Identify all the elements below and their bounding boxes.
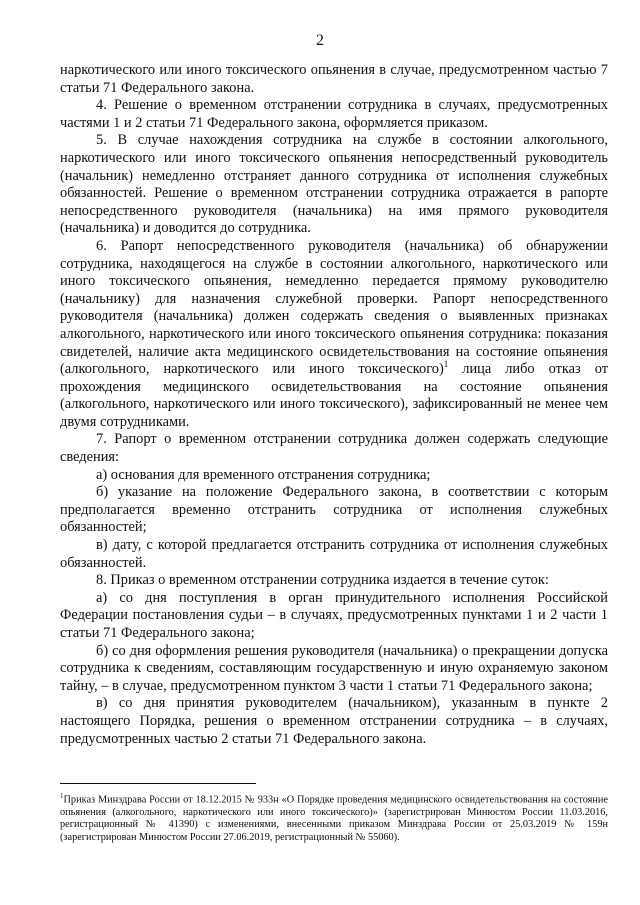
paragraph-7-item-c: в) дату, с которой предлагается отстранить сотрудника от исполнения служебных обязанностей. [60, 537, 608, 571]
paragraph-6-tail: лица либо отказ от прохождения медицинского освидетельствования на состояние опьянения (алкогольного, наркотического или иного токсического), зафиксированный не менее чем двумя сотрудниками. [60, 361, 608, 430]
paragraph-7-item-a: а) основания для временного отстранения сотрудника; [96, 466, 431, 483]
paragraph-7: 7. Рапорт о временном отстранении сотрудника должен содержать следующие сведения: [60, 431, 608, 466]
footnote-text: Приказ Минздрава России от 18.12.2015 № 933н «О Порядке проведения медицинского освидетельствования на состояние опьянения (алкогольного, наркотического или иного токсического)» (зарегистрирован Минюстом России 11.03.2016, регистрационный № 41390) с изменениями, внесенными приказом Минздрава России от 25.03.2019 № 159н (зарегистрирован Минюстом России 27.06.2019, регистрационный № 55060). [60, 794, 608, 843]
paragraph-5: 5. В случае нахождения сотрудника на службе в состоянии алкогольного, наркотического или иного токсического опьянения непосредственный руководитель (начальник) немедленно отстраняет данного сотрудника от исполнения служебных обязанностей. Решение о временном отстранении сотрудника отражается в рапорте непосредственного руководителя (начальника) на имя прямого руководителя (начальника) и доводится до сотрудника. [60, 132, 608, 237]
paragraph-8-item-a: а) со дня поступления в орган принудительного исполнения Российской Федерации постановления судьи – в случаях, предусмотренных пунктами 1 и 2 части 1 статьи 71 Федерального закона; [60, 589, 608, 641]
footnote [60, 790, 608, 844]
paragraph-6-text: 6. Рапорт непосредственного руководителя (начальника) об обнаружении сотрудника, находящегося на службе в состоянии алкогольного, наркотического или иного токсического опьянения, немедленно передается прямому руководителю (начальнику) для назначения служебной проверки. Рапорт непосредственного руководителя (начальника) должен содержать сведения о выявленных признаках алкогольного, наркотического или иного токсического опьянения сотрудника: показания свидетелей, наличие акта медицинского освидетельствования на состояние опьянения (алкогольного, наркотического или иного токсического) [60, 237, 608, 378]
document-body [60, 62, 608, 748]
paragraph-8-item-c: в) со дня принятия руководителем (начальником), указанным в пункте 2 настоящего Порядка, решения о временном отстранении сотрудника – в случаях, предусмотренных частью 2 статьи 71 Федерального закона. [60, 695, 608, 747]
footnote-divider [60, 783, 256, 784]
paragraph-continuation: наркотического или иного токсического опьянения в случае, предусмотренном частью 7 статьи 71 Федерального закона. [60, 62, 608, 96]
paragraph-8: 8. Приказ о временном отстранении сотрудника издается в течение суток: [96, 572, 549, 589]
page-number: 2 [316, 32, 324, 49]
footnote-mark: 1 [60, 792, 64, 800]
paragraph-4: 4. Решение о временном отстранении сотрудника в случаях, предусмотренных частями 1 и 2 статьи 71 Федерального закона, оформляется приказом. [60, 97, 608, 131]
paragraph-6 [60, 238, 608, 432]
paragraph-7-item-b: б) указание на положение Федерального закона, в соответствии с которым предполагается временно отстранить сотрудника от исполнения служебных обязанностей; [60, 484, 608, 536]
paragraph-8-item-b: б) со дня оформления решения руководителя (начальника) о прекращении допуска сотрудника к сведениям, составляющим государственную и иную охраняемую законом тайну, – в случае, предусмотренном пунктом 3 части 1 статьи 71 Федерального закона; [60, 642, 608, 694]
footnote-reference: 1 [443, 359, 449, 370]
